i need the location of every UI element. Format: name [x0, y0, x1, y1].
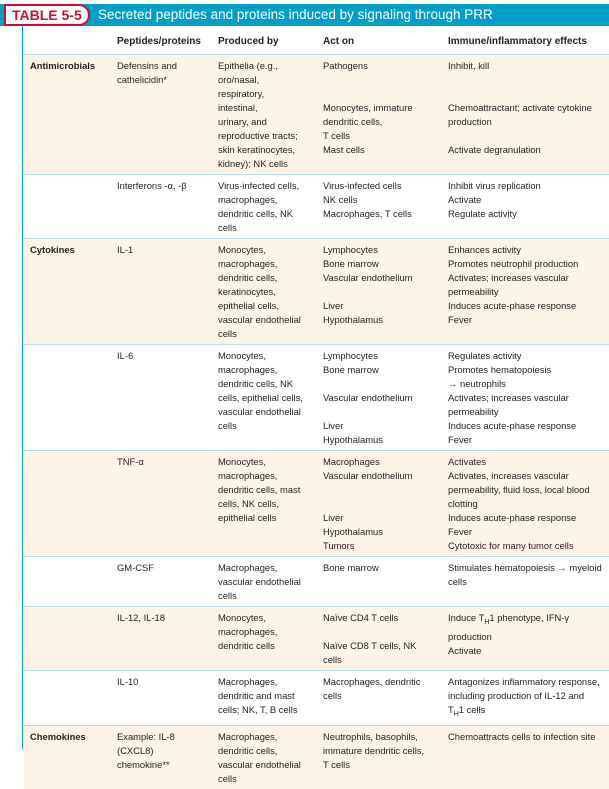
- table-row: [24, 54, 609, 174]
- table-row: [24, 556, 609, 606]
- effects-cell: [445, 671, 609, 725]
- cell-line: Naïve CD4 T cells: [323, 612, 399, 623]
- peptide-cell: [114, 345, 215, 450]
- act-on-cell: [320, 175, 445, 238]
- cell-line: Chemoattracts cells to infection site: [448, 730, 596, 742]
- table-row: [24, 238, 609, 344]
- category-cell: [24, 175, 114, 238]
- cell-line: including production of IL-12 and: [448, 690, 585, 701]
- table-row: [24, 344, 609, 450]
- cell-line: T cells: [323, 130, 350, 141]
- cell-line: Liver: [323, 512, 344, 523]
- peptide-cell: [114, 671, 215, 725]
- column-headers: [24, 28, 609, 54]
- cell-line: (CXCL8): [117, 744, 154, 756]
- cell-line: Enhances activity: [448, 244, 521, 255]
- cell-line: cells: [448, 576, 467, 587]
- cell-line: dendritic cells,: [218, 272, 278, 283]
- cell-line: epithelial cells: [218, 512, 277, 523]
- peptide-cell: [114, 175, 215, 238]
- cell-line: Liver: [323, 300, 344, 311]
- cell-line: clotting: [448, 498, 478, 509]
- cell-line: Hypothalamus: [323, 526, 383, 537]
- cell-line: permeability: [448, 286, 499, 297]
- cell-line: [448, 129, 609, 143]
- table-body: [24, 54, 609, 789]
- cell-line: cells: [323, 690, 342, 701]
- cell-line: Vascular endothelium: [323, 272, 413, 283]
- cell-line: Activates, increases vascular: [448, 470, 569, 481]
- cell-line: GM-CSF: [117, 562, 154, 573]
- cell-line: dendritic cells,: [323, 116, 383, 127]
- cell-line: skin keratinocytes,: [218, 144, 296, 155]
- cell-line: Monocytes,: [218, 612, 266, 623]
- cell-line: production: [448, 630, 492, 642]
- cell-line: vascular endothelial: [218, 758, 301, 770]
- table-row: [24, 450, 609, 556]
- cell-line: chemokine**: [117, 758, 170, 770]
- cell-line: [323, 285, 445, 299]
- cell-line: dendritic cells,: [218, 744, 278, 756]
- category-cell: [24, 345, 114, 450]
- effects-cell: [445, 239, 609, 344]
- cell-line: Macrophages,: [218, 676, 278, 687]
- effects-cell: [445, 451, 609, 556]
- effects-cell: [445, 55, 609, 174]
- act-on-cell: [320, 55, 445, 174]
- cell-line: cells: [218, 328, 237, 339]
- produced-by-cell: [215, 239, 320, 344]
- category-cell: [24, 557, 114, 606]
- cell-line: Activate: [448, 194, 482, 205]
- category-cell: [24, 451, 114, 556]
- cell-line: Monocytes,: [218, 244, 266, 255]
- cell-line: T cells: [323, 758, 350, 770]
- cell-line: Fever: [448, 526, 472, 537]
- cell-line: vascular endothelial: [218, 314, 301, 325]
- cell-line: Bone marrow: [323, 562, 379, 573]
- cell-line: dendritic and mast: [218, 690, 295, 701]
- cell-line: Naïve CD8 T cells, NK: [323, 640, 417, 651]
- produced-by-cell: [215, 345, 320, 450]
- cell-line: Chemoattractant; activate cytokine: [448, 102, 592, 113]
- cell-line: Promotes neutrophil production: [448, 258, 579, 269]
- cell-line: dendritic cells, mast: [218, 484, 301, 495]
- cell-line: Interferons -α, -β: [117, 180, 187, 191]
- cell-line: Epithelia (e.g.,: [218, 60, 278, 71]
- cell-line: [323, 87, 445, 101]
- cell-line: intestinal,: [218, 102, 258, 113]
- effects-cell: [445, 557, 609, 606]
- cell-line: Macrophages,: [218, 562, 278, 573]
- cell-line: macrophages,: [218, 258, 278, 269]
- cell-line: urinary, and: [218, 116, 267, 127]
- cell-line: Tumors: [323, 540, 355, 551]
- cell-line: Regulate activity: [448, 208, 517, 219]
- cell-line: Macrophages: [323, 456, 380, 467]
- peptide-cell: [114, 557, 215, 606]
- cell-line: macrophages,: [218, 364, 278, 375]
- cell-line: Induces acute-phase response: [448, 300, 577, 311]
- cell-line: Monocytes, immature: [323, 102, 413, 113]
- peptide-cell: [114, 55, 215, 174]
- cell-line: cells: [218, 222, 237, 233]
- cell-line: Induce $T_H1$ phenotype, IFN-γ: [448, 612, 570, 626]
- cell-line: permeability: [448, 406, 499, 417]
- cell-line: macrophages,: [218, 470, 278, 481]
- act-on-cell: [320, 671, 445, 725]
- category-cell: Cytokines: [30, 244, 75, 255]
- table-row: [24, 174, 609, 238]
- table-frame-line: [22, 26, 23, 749]
- cell-line: Induces acute-phase response: [448, 420, 577, 431]
- cell-line: TNF-α: [117, 456, 144, 467]
- cell-line: Activates; increases vascular: [448, 272, 569, 283]
- cell-line: [323, 73, 445, 87]
- produced-by-cell: [215, 607, 320, 670]
- cell-line: Fever: [448, 434, 472, 445]
- cell-line: respiratory,: [218, 88, 265, 99]
- table-row: [24, 670, 609, 725]
- act-on-cell: [320, 451, 445, 556]
- cell-line: [448, 73, 609, 87]
- produced-by-cell: [215, 55, 320, 174]
- category-cell: Chemokines: [30, 730, 86, 742]
- column-header-produced-by: Produced by: [218, 35, 279, 47]
- produced-by-cell: [215, 451, 320, 556]
- act-on-cell: [320, 239, 445, 344]
- act-on-cell: [320, 607, 445, 670]
- cell-line: reproductive tracts;: [218, 130, 298, 141]
- cell-line: Inhibit, kill: [448, 60, 490, 71]
- cell-line: Pathogens: [323, 60, 368, 71]
- cell-line: $T_H1$ cells: [448, 704, 486, 718]
- cell-line: Macrophages,: [218, 730, 278, 742]
- cell-line: cells, epithelial cells,: [218, 392, 303, 403]
- cell-line: cells: [218, 420, 237, 431]
- cell-line: Virus-infected cells,: [218, 180, 300, 191]
- column-header-act-on: Act on: [323, 35, 355, 47]
- cell-line: IL-1: [117, 244, 134, 255]
- column-header-peptides: Peptides/proteins: [117, 35, 201, 47]
- table-row: [24, 606, 609, 670]
- produced-by-cell: [215, 671, 320, 725]
- category-cell: Antimicrobials: [30, 60, 96, 71]
- cell-line: Activates; increases vascular: [448, 392, 569, 403]
- cell-line: Bone marrow: [323, 258, 379, 269]
- act-on-cell: [320, 345, 445, 450]
- cell-line: Hypothalamus: [323, 434, 383, 445]
- cell-line: [323, 497, 445, 511]
- cell-line: permeability, fluid loss, local blood: [448, 484, 590, 495]
- cell-line: Macrophages, T cells: [323, 208, 412, 219]
- cell-line: Fever: [448, 314, 472, 325]
- cell-line: Stimulates hematopoiesis → myeloid: [448, 562, 602, 573]
- cell-line: immature dendritic cells,: [323, 744, 425, 756]
- cell-line: Activate: [448, 644, 482, 656]
- cell-line: epithelial cells,: [218, 300, 279, 311]
- act-on-cell: [320, 557, 445, 606]
- cell-line: → neutrophils: [448, 378, 506, 389]
- table-title: Secreted peptides and proteins induced by signaling through PRR: [98, 7, 493, 22]
- cell-line: Activate degranulation: [448, 144, 541, 155]
- cell-line: Induces acute-phase response: [448, 512, 577, 523]
- cell-line: Monocytes,: [218, 350, 266, 361]
- cell-line: Liver: [323, 420, 344, 431]
- cell-line: kidney); NK cells: [218, 158, 288, 169]
- cell-line: cells: [323, 654, 342, 665]
- cell-line: cells: [218, 590, 237, 601]
- cell-line: Regulates activity: [448, 350, 522, 361]
- cell-line: [323, 625, 445, 639]
- produced-by-cell: [215, 175, 320, 238]
- cell-line: IL-10: [117, 676, 139, 687]
- effects-cell: [445, 345, 609, 450]
- peptide-cell: [114, 451, 215, 556]
- cell-line: Antagonizes inflammatory response,: [448, 676, 600, 687]
- cell-line: Vascular endothelium: [323, 470, 413, 481]
- effects-cell: [445, 607, 609, 670]
- category-cell: [24, 607, 114, 670]
- cell-line: [323, 483, 445, 497]
- cell-line: Example: IL-8: [117, 730, 175, 742]
- peptide-cell: [114, 607, 215, 670]
- cell-line: Activates: [448, 456, 487, 467]
- cell-line: Hypothalamus: [323, 314, 383, 325]
- produced-by-cell: [215, 557, 320, 606]
- cell-line: Bone marrow: [323, 364, 379, 375]
- column-header-effects: Immune/inflammatory effects: [448, 35, 587, 47]
- data-table: [24, 28, 609, 789]
- cell-line: Macrophages, dendritic: [323, 676, 421, 687]
- cell-line: Lymphocytes: [323, 350, 378, 361]
- cell-line: dendritic cells, NK: [218, 208, 294, 219]
- cell-line: cells, NK cells,: [218, 498, 279, 509]
- cell-line: Neutrophils, basophils,: [323, 730, 418, 742]
- cell-line: Defensins and: [117, 60, 177, 71]
- effects-cell: [445, 726, 609, 789]
- cell-line: [448, 87, 609, 101]
- cell-line: cells; NK, T, B cells: [218, 704, 298, 715]
- cell-line: NK cells: [323, 194, 358, 205]
- cell-line: macrophages,: [218, 626, 278, 637]
- cell-line: macrophages,: [218, 194, 278, 205]
- table-number: TABLE 5-5: [4, 4, 90, 26]
- cell-line: Cytotoxic for many tumor cells: [448, 540, 574, 551]
- produced-by-cell: [215, 726, 320, 789]
- cell-line: cells: [218, 772, 237, 784]
- peptide-cell: [114, 726, 215, 789]
- cell-line: [323, 377, 445, 391]
- cell-line: keratinocytes,: [218, 286, 276, 297]
- cell-line: [323, 405, 445, 419]
- cell-line: Lymphocytes: [323, 244, 378, 255]
- cell-line: Inhibit virus replication: [448, 180, 541, 191]
- cell-line: Vascular endothelium: [323, 392, 413, 403]
- peptide-cell: [114, 239, 215, 344]
- table-header: [0, 0, 609, 28]
- cell-line: IL-12, IL-18: [117, 612, 165, 623]
- table-row: [24, 725, 609, 789]
- cell-line: production: [448, 116, 492, 127]
- cell-line: oro/nasal,: [218, 74, 260, 85]
- cell-line: Promotes hematopoiesis: [448, 364, 552, 375]
- act-on-cell: [320, 726, 445, 789]
- cell-line: IL-6: [117, 350, 134, 361]
- cell-line: dendritic cells: [218, 640, 275, 651]
- cell-line: Virus-infected cells: [323, 180, 402, 191]
- cell-line: cathelicidin*: [117, 74, 168, 85]
- cell-line: vascular endothelial: [218, 406, 301, 417]
- cell-line: Mast cells: [323, 144, 365, 155]
- category-cell: [24, 671, 114, 725]
- effects-cell: [445, 175, 609, 238]
- cell-line: dendritic cells, NK: [218, 378, 294, 389]
- cell-line: Monocytes,: [218, 456, 266, 467]
- cell-line: vascular endothelial: [218, 576, 301, 587]
